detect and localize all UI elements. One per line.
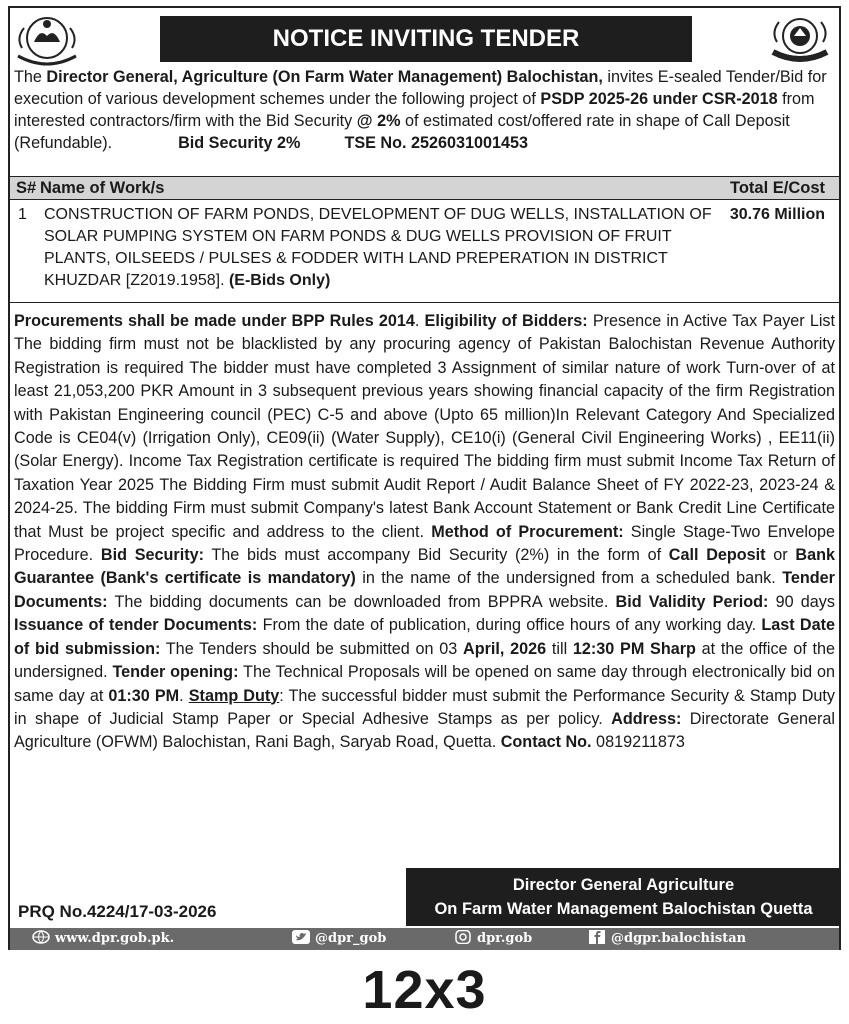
tender-conditions: Procurements shall be made under BPP Rules 2014. Eligibility of Bidders: Presence in Active Tax Payer List The bidding firm must not be blacklisted by any procuring agency of Pakistan Balochistan Revenue Authority Registration is required The bidder must have completed 3 Assignment of similar nature of work Turn-over of at least 21,053,200 PKR Amount in 3 subsequent previous years showing financial capacity of the firm Registration with Pakistan Engineering council (PEC) C-5 and above (Upto 65 million)In Relevant Category And Specialized Code is CE04(v) (Irrigation Only), CE09(ii) (Water Supply), CE10(i) (General Civil Engineering Works) , EE11(ii) (Solar Energy). Income Tax Registration certificate is required The bidding firm must submit Income Tax Return of Taxation Year 2025 The Bidding Firm must submit Audit Report / Audit Balance Sheet of FY 2022-23, 2023-24 & 2024-25. The bidding Firm must submit Company's latest Bank Account Statement or Bank Credit Line Certificate that Must be project specific and address to the client. Method of Procurement: Single Stage-Two Envelope Procedure. Bid Security: The bids must accompany Bid Security (2%) in the form of Call Deposit or Bank Guarantee (Bank's certificate is mandatory) in the name of the undersigned from a scheduled bank. Tender Documents: The bidding documents can be downloaded from BPPRA website. Bid Validity Period: 90 days Issuance of tender Documents: From the date of publication, during office hours of any working day. Last Date of bid submission: The Tenders should be submitted on 03 April, 2026 till 12:30 PM Sharp at the office of the undersigned. Tender opening: The Technical Proposals will be opened on same day through electronically bid on same day at 01:30 PM. Stamp Duty: The successful bidder must submit the Performance Security & Stamp Duty in shape of Judicial Stamp Paper or Special Adhesive Stamps as per policy. Address: Directorate General Agriculture (OFWM) Balochistan, Rani Bagh, Saryab Road, Quetta. Contact No. 0819211873 <box>14 312 836 752</box>
twitter-link[interactable]: @dpr_gob <box>292 928 386 950</box>
tender-intro: The Director General, Agriculture (On Farm Water Management) Balochistan, invites E-sealed Tender/Bid for execution of various development schemes under the following project of PSDP 2025-26 under CSR-2018 from interested contractors/firm with the Bid Security @ 2% of estimated cost/offered rate in shape of Call Deposit (Refundable). Bid Security 2% TSE No. 2526031001453 <box>14 68 827 152</box>
tse-number: TSE No. 2526031001453 <box>344 134 529 152</box>
signature-title: Director General Agriculture <box>512 876 735 894</box>
project-code: PSDP 2025-26 under CSR-2018 <box>540 90 778 108</box>
ad-size-label: 12x3 <box>362 960 487 1020</box>
header-sn: S# <box>16 179 37 197</box>
government-emblem-icon <box>12 12 82 68</box>
contact-number: 0819211873 <box>591 733 685 752</box>
website-link[interactable]: www.dpr.gob.pk. <box>32 928 174 950</box>
issuing-authority: Director General, Agriculture (On Farm Water Management) Balochistan, <box>46 68 603 86</box>
table-divider <box>10 302 839 303</box>
notice-title: NOTICE INVITING TENDER <box>160 16 692 62</box>
tender-notice <box>8 6 841 950</box>
header-name-of-work: Name of Work/s <box>40 179 165 197</box>
bid-security-amount: Bid Security 2% <box>178 134 301 152</box>
signature-office: On Farm Water Management Balochistan Quetta <box>434 900 813 918</box>
instagram-icon <box>454 930 472 944</box>
row-work-description: CONSTRUCTION OF FARM PONDS, DEVELOPMENT OF DUG WELLS, INSTALLATION OF SOLAR PUMPING SYSTEM ON FARM PONDS & DUG WELLS PROVISION OF FRUIT PLANTS, OILSEEDS / PULSES & FODDER WITH LAND PREPERATION IN DISTRICT KHUZDAR [Z2019.1958]. (E-Bids Only) <box>44 206 712 289</box>
globe-icon <box>32 930 50 944</box>
facebook-link[interactable]: @dgpr.balochistan <box>588 928 746 950</box>
prq-number: PRQ No.4224/17-03-2026 <box>18 902 217 921</box>
works-table-header <box>10 176 839 200</box>
signature-block <box>406 868 841 926</box>
row-total-cost: 30.76 Million <box>729 206 825 223</box>
instagram-link[interactable]: dpr.gob <box>454 928 532 950</box>
stamp-duty-heading: Stamp Duty <box>188 686 280 705</box>
table-row <box>10 204 839 300</box>
row-sn: 1 <box>18 206 27 223</box>
social-bar <box>10 928 839 950</box>
twitter-icon <box>292 930 310 944</box>
department-emblem-icon <box>765 12 835 68</box>
header-total-cost: Total E/Cost <box>729 179 825 197</box>
facebook-icon <box>588 930 606 944</box>
